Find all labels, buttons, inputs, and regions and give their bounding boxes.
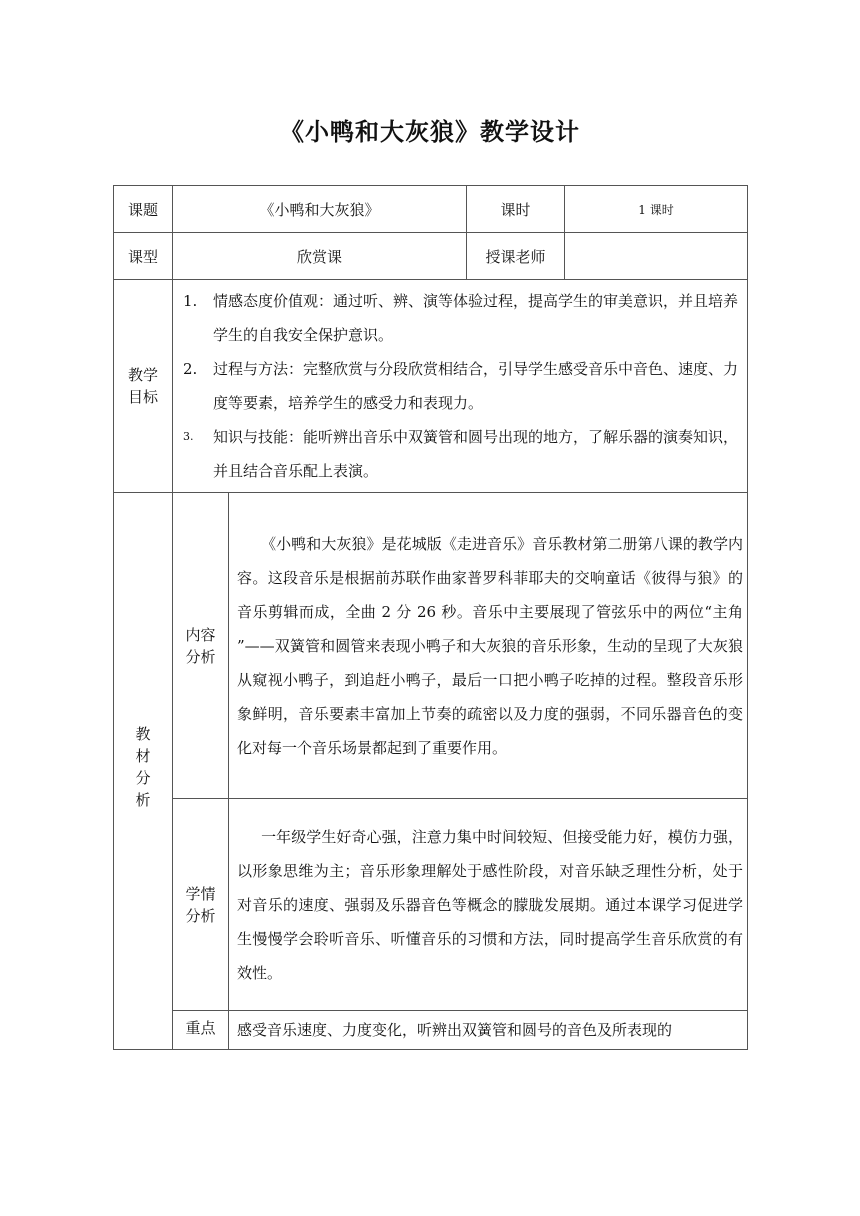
content-analysis-body: 《小鸭和大灰狼》是花城版《走进音乐》音乐教材第二册第八课的教学内容。这段音乐是根据前苏联作曲家普罗科菲耶夫的交响童话《彼得与狼》的音乐剪辑而成，全曲 2 分 26 秒。音乐中主要展现了管弦乐中的两位“主角 ”——双簧管和圆管来表现小鸭子和大灰狼的音乐形象，生动的呈现了大灰狼从窥视小鸭子，到追赶小鸭子，最后一口把小鸭子吃掉的过程。整段音乐形象鲜明，音乐要素丰富加上节奏的疏密以及力度的强弱，不同乐器音色的变化对每一个音乐场景都起到了重要作用。: [237, 534, 744, 757]
teacher-label: 授课老师: [467, 233, 565, 280]
goal-text: 过程与方法：完整欣赏与分段欣赏相结合，引导学生感受音乐中音色、速度、力度等要素，培养学生的感受力和表现力。: [213, 360, 739, 412]
analysis-label-char: 教: [135, 725, 151, 743]
page-title: 《小鸭和大灰狼》教学设计: [280, 118, 580, 146]
student-analysis-body: 一年级学生好奇心强，注意力集中时间较短、但接受能力好，模仿力强，以形象思维为主；音乐形象理解处于感性阶段，对音乐缺乏理性分析，处于对音乐的速度、强弱及乐器音色等概念的朦胧发展期。通过本课学习促进学生慢慢学会聆听音乐、听懂音乐的习惯和方法，同时提高学生音乐欣赏的有效性。: [237, 827, 744, 982]
student-label-line1: 学情: [185, 884, 216, 903]
type-label: 课型: [114, 233, 173, 280]
key-points-text: 感受音乐速度、力度变化，听辨出双簧管和圆号的音色及所表现的: [229, 1011, 748, 1050]
goal-number: 2.: [183, 360, 198, 378]
goal-item: [179, 352, 743, 420]
type-value: 欣赏课: [173, 233, 467, 280]
student-analysis-text: [229, 799, 748, 1011]
goals-label-line1: 教学: [127, 366, 158, 384]
topic-value: 《小鸭和大灰狼》: [173, 186, 467, 233]
row-type: [114, 233, 748, 280]
student-label-line2: 分析: [185, 906, 216, 925]
hours-label: 课时: [467, 186, 565, 233]
goals-label: [114, 280, 173, 493]
lesson-plan-table: [113, 185, 748, 1050]
key-points-label: 重点: [173, 1011, 229, 1050]
goals-label-line2: 目标: [127, 388, 158, 406]
row-student-analysis: [114, 799, 748, 1011]
goal-text: 知识与技能：能听辨出音乐中双簧管和圆号出现的地方，了解乐器的演奏知识，并且结合音乐配上表演。: [213, 428, 739, 480]
analysis-label-char: 材: [135, 747, 151, 765]
goal-text: 情感态度价值观：通过听、辨、演等体验过程，提高学生的审美意识，并且培养学生的自我安全保护意识。: [213, 292, 739, 344]
goal-number: 1.: [183, 292, 198, 310]
goal-item: [179, 420, 743, 488]
goals-list: [173, 280, 748, 493]
row-topic: [114, 186, 748, 233]
row-goals: [114, 280, 748, 493]
row-key-points: [114, 1011, 748, 1050]
content-analysis-text: [229, 493, 748, 799]
content-analysis-label: [173, 493, 229, 799]
analysis-label: [114, 493, 173, 1050]
analysis-label-char: 析: [135, 791, 151, 809]
teacher-value: [565, 233, 748, 280]
goal-item: [179, 284, 743, 352]
content-label-line1: 内容: [185, 625, 216, 644]
topic-label: 课题: [114, 186, 173, 233]
hours-value: 1 课时: [565, 186, 748, 233]
content-label-line2: 分析: [185, 647, 216, 666]
student-analysis-label: [173, 799, 229, 1011]
goal-number: 3.: [183, 430, 194, 443]
row-content-analysis: [114, 493, 748, 799]
analysis-label-char: 分: [135, 769, 151, 787]
